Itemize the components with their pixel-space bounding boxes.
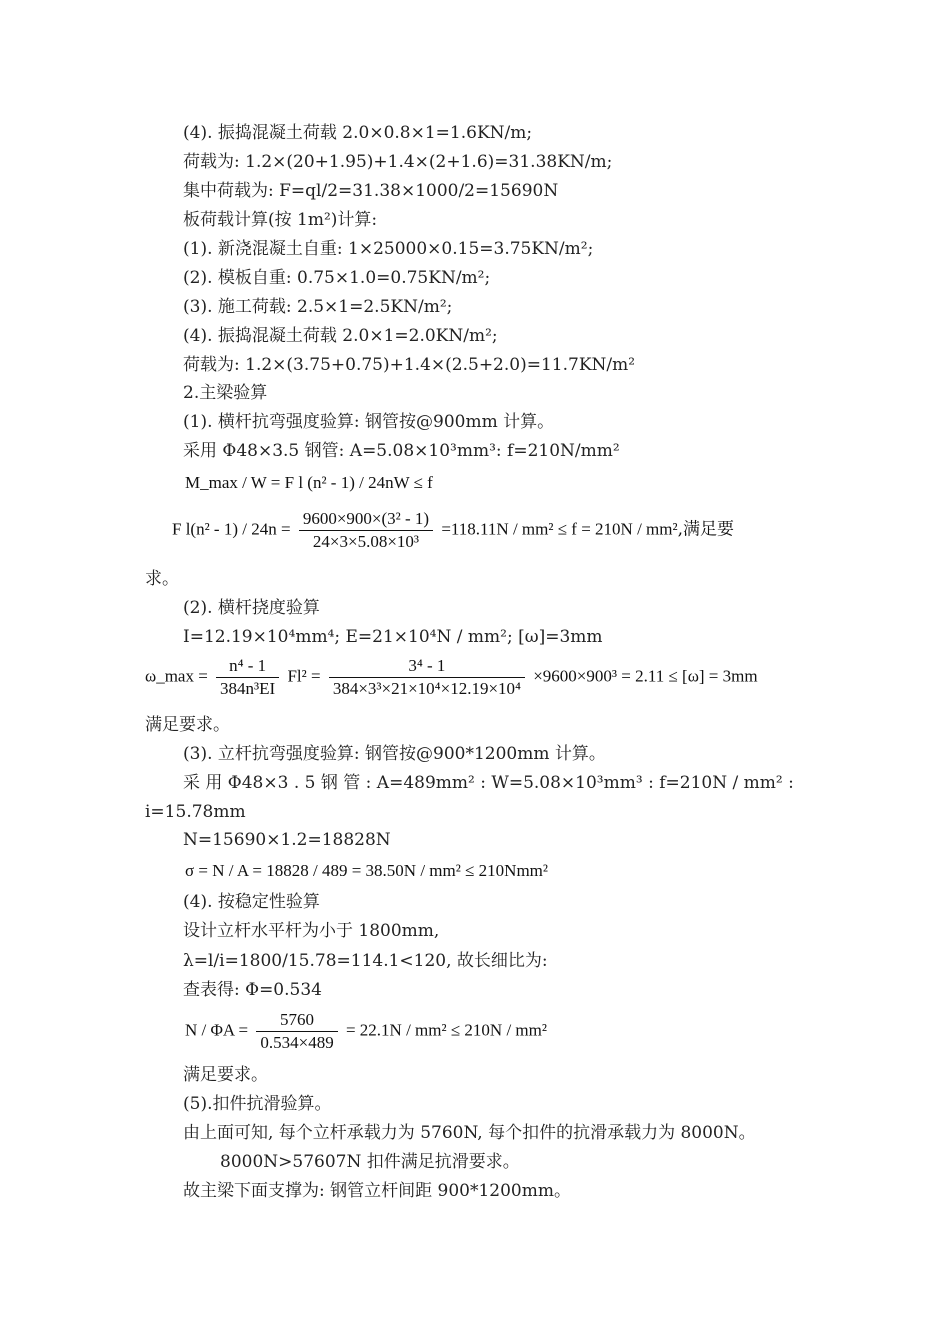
formula-moment: M_max / W = F l (n² - 1) / 24nW ≤ f — [185, 473, 433, 492]
formula-stability — [185, 1009, 547, 1054]
text-line: N=15690×1.2=18828N — [183, 830, 391, 850]
fraction-numerator: n⁴ - 1 — [216, 655, 279, 678]
text-line: (2). 模板自重: 0.75×1.0=0.75KN/m²; — [183, 268, 491, 288]
formula-right: =118.11N / mm² ≤ f = 210N / mm² — [441, 519, 678, 539]
text-line: λ=l/i=1800/15.78=114.1<120, 故长细比为: — [183, 951, 548, 971]
text-line: (3). 施工荷载: 2.5×1=2.5KN/m²; — [183, 297, 453, 317]
text-line: 8000N>57607N 扣件满足抗滑要求。 — [220, 1152, 520, 1172]
fraction-numerator: 3⁴ - 1 — [329, 655, 525, 678]
text-line: 荷载为: 1.2×(3.75+0.75)+1.4×(2.5+2.0)=11.7KN/m² — [183, 355, 636, 375]
text-line: 采 用 Φ48×3 . 5 钢 管 : A=489mm² : W=5.08×10³mm³ : f=210N / mm² : — [183, 773, 794, 793]
formula-middle: Fl² = — [287, 666, 321, 686]
fraction-denominator: 0.534×489 — [260, 1033, 334, 1052]
text-line: (3). 立杆抗弯强度验算: 钢管按@900*1200mm 计算。 — [183, 744, 606, 764]
fraction-numerator: 9600×900×(3² - 1) — [299, 508, 433, 531]
formula-deflection — [145, 655, 758, 700]
fraction-denominator: 24×3×5.08×10³ — [312, 532, 420, 551]
formula-fraction — [256, 1009, 337, 1054]
text-line: 荷载为: 1.2×(20+1.95)+1.4×(2+1.6)=31.38KN/m; — [183, 152, 613, 172]
text-line: 集中荷载为: F=ql/2=31.38×1000/2=15690N — [183, 181, 559, 201]
text-line: 满足要求。 — [183, 1065, 268, 1085]
fraction-denominator: 384n³EI — [220, 679, 276, 698]
formula-left: F l(n² - 1) / 24n = — [172, 519, 291, 539]
text-line: I=12.19×10⁴mm⁴; E=21×10⁴N / mm²; [ω]=3mm — [183, 627, 603, 647]
text-line: i=15.78mm — [145, 802, 246, 822]
formula-fraction — [216, 655, 279, 700]
formula-bending-stress — [172, 508, 734, 553]
formula-right: = 22.1N / mm² ≤ 210N / mm² — [345, 1020, 547, 1040]
formula-tail-text: ,满足要 — [677, 519, 734, 540]
text-line: 板荷载计算(按 1m²)计算: — [183, 210, 378, 230]
fraction-numerator: 5760 — [256, 1009, 337, 1032]
text-line: (1). 横杆抗弯强度验算: 钢管按@900mm 计算。 — [183, 412, 555, 432]
formula-left: ω_max = — [145, 666, 208, 686]
text-line: 设计立杆水平杆为小于 1800mm, — [183, 921, 440, 941]
text-line: 查表得: Φ=0.534 — [183, 980, 322, 1000]
text-line: 满足要求。 — [145, 715, 230, 735]
text-line: 求。 — [145, 569, 179, 589]
text-line: 采用 Φ48×3.5 钢管: A=5.08×10³mm³: f=210N/mm² — [183, 441, 620, 461]
formula-right: ×9600×900³ = 2.11 ≤ [ω] = 3mm — [533, 666, 758, 686]
section-heading: 2.主梁验算 — [183, 383, 268, 403]
text-line: (1). 新浇混凝土自重: 1×25000×0.15=3.75KN/m²; — [183, 239, 594, 259]
text-line: (2). 横杆挠度验算 — [183, 598, 320, 618]
text-line: (4). 振捣混凝土荷载 2.0×1=2.0KN/m²; — [183, 326, 498, 346]
text-line: (4). 振捣混凝土荷载 2.0×0.8×1=1.6KN/m; — [183, 123, 533, 143]
text-line: 由上面可知, 每个立杆承载力为 5760N, 每个扣件的抗滑承载力为 8000N。 — [183, 1123, 756, 1143]
text-line: 故主梁下面支撑为: 钢管立杆间距 900*1200mm。 — [183, 1181, 571, 1201]
text-line: (5).扣件抗滑验算。 — [183, 1094, 332, 1114]
formula-fraction — [329, 655, 525, 700]
formula-stress: σ = N / A = 18828 / 489 = 38.50N / mm² ≤ 210Nmm² — [185, 861, 548, 880]
fraction-denominator: 384×3³×21×10⁴×12.19×10⁴ — [332, 679, 521, 698]
text-line: (4). 按稳定性验算 — [183, 892, 320, 912]
formula-fraction — [299, 508, 433, 553]
formula-left: N / ΦA = — [185, 1020, 249, 1040]
